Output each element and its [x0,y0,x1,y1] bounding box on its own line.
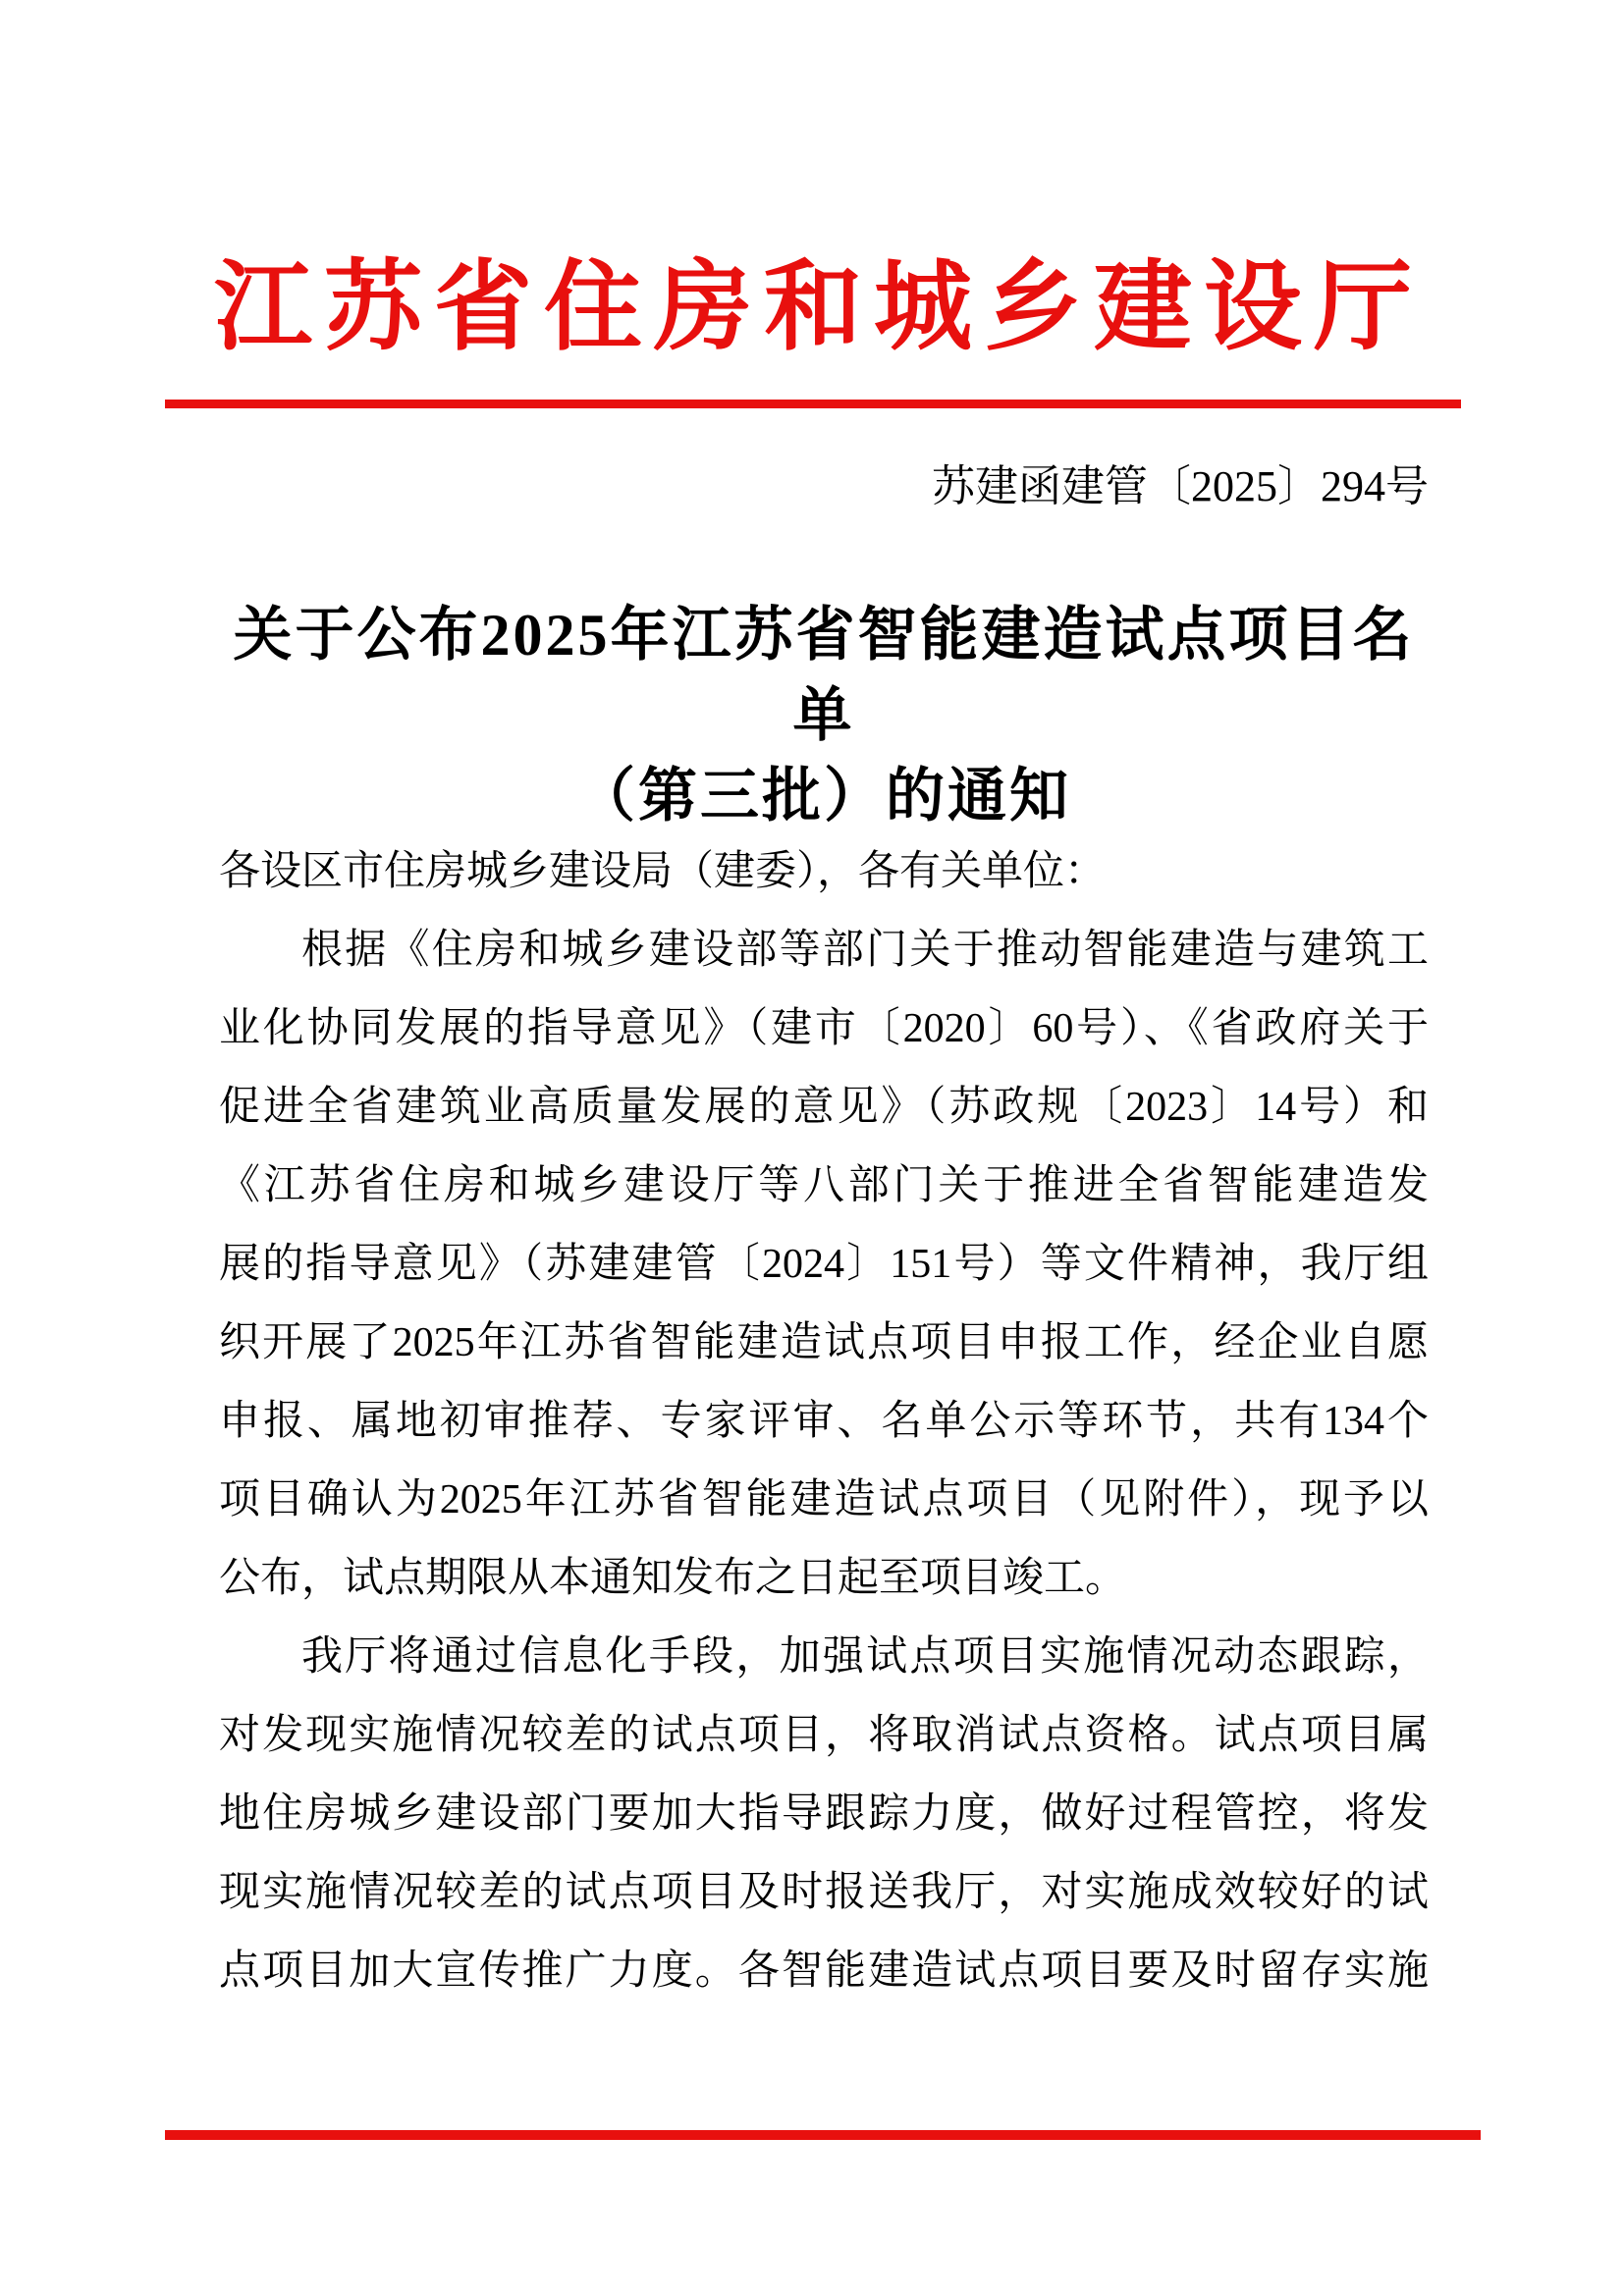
body-line: 申报、属地初审推荐、专家评审、名单公示等环节，共有134个 [219,1399,1429,1444]
notice-title-line-1: 关于公布2025年江苏省智能建造试点项目名单 [233,603,1415,748]
footer-separator-line [165,2130,1481,2140]
body-line: 《江苏省住房和城乡建设厅等八部门关于推进全省智能建造发 [219,1163,1429,1208]
body-line: 促进全省建筑业高质量发展的意见》（苏政规〔2023〕14号）和 [219,1085,1429,1130]
body-line: 各设区市住房城乡建设局（建委），各有关单位： [219,849,1107,894]
body-line: 展的指导意见》（苏建建管〔2024〕151号）等文件精神，我厅组 [219,1242,1429,1287]
document-number: 苏建函建管〔2025〕294号 [932,462,1429,510]
header-separator-line [165,400,1461,408]
body-line: 业化协同发展的指导意见》（建市〔2020〕60号）、《省政府关于 [219,1006,1429,1051]
body-line: 织开展了2025年江苏省智能建造试点项目申报工作，经企业自愿 [219,1320,1429,1365]
body-line: 对发现实施情况较差的试点项目，将取消试点资格。试点项目属 [219,1713,1429,1758]
body-line: 点项目加大宣传推广力度。各智能建造试点项目要及时留存实施 [219,1949,1429,1994]
notice-body [219,832,1429,2010]
body-line: 地住房城乡建设部门要加大指导跟踪力度，做好过程管控，将发 [219,1791,1429,1837]
body-line: 我厅将通过信息化手段，加强试点项目实施情况动态跟踪， [301,1634,1429,1680]
notice-title-line-2: （第三批）的通知 [576,764,1071,828]
body-line: 项目确认为2025年江苏省智能建造试点项目（见附件），现予以 [219,1477,1429,1522]
body-line: 现实施情况较差的试点项目及时报送我厅，对实施成效较好的试 [219,1870,1429,1915]
body-line: 公布，试点期限从本通知发布之日起至项目竣工。 [219,1556,1127,1601]
agency-header-title: 江苏省住房和城乡建设厅 [214,253,1424,362]
notice-title [219,595,1429,836]
body-line: 根据《住房和城乡建设部等部门关于推动智能建造与建筑工 [301,928,1429,973]
